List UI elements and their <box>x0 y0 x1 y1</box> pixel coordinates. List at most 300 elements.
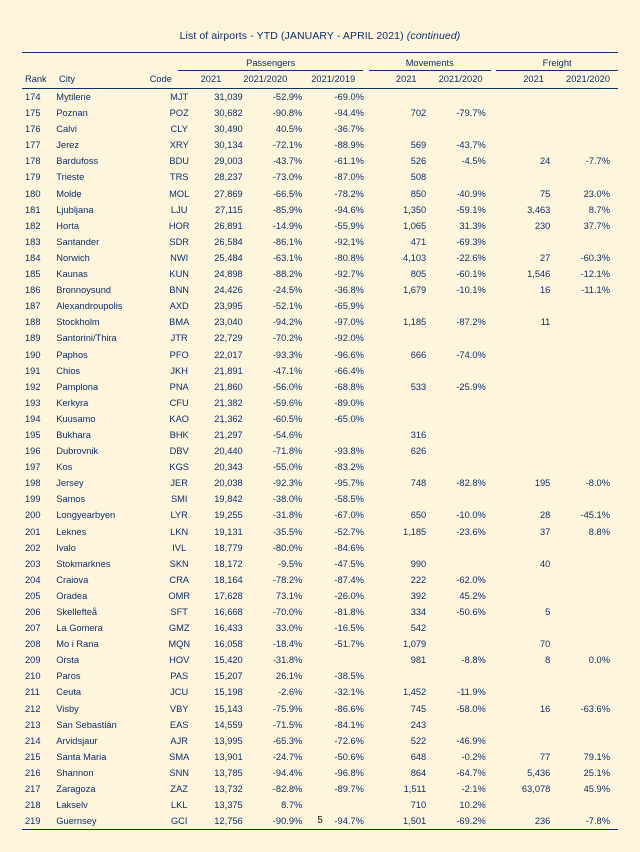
cell-code: PFO <box>169 349 189 360</box>
cell-code: KUN <box>169 269 190 280</box>
cell-rank: 185 <box>25 269 41 280</box>
cell-pax-2021-2019: -65.0% <box>334 413 364 424</box>
cell-mov-2021-2020 <box>432 363 494 379</box>
table-row <box>22 121 618 137</box>
cell-frt-2021-2020 <box>556 105 618 121</box>
cell-pax-2021: 21,891 <box>214 365 243 376</box>
cell-pax-2021-2020: -18.4% <box>272 639 303 650</box>
cell-mov-2021: 222 <box>410 574 427 585</box>
cell-frt-2021: 230 <box>534 220 551 231</box>
cell-city: Skellefteå <box>56 607 98 617</box>
cell-city: Jersey <box>56 478 84 489</box>
cell-code: KAO <box>169 413 190 424</box>
cell-pax-2021-2019: -93.8% <box>334 446 364 457</box>
cell-code: AXD <box>169 301 189 312</box>
table-row <box>22 137 618 153</box>
cell-mov-2021 <box>378 330 433 346</box>
cell-code: BHK <box>169 429 189 440</box>
cell-mov-2021: 522 <box>410 735 427 746</box>
cell-code: SNN <box>169 767 190 778</box>
cell-city: Zaragoza <box>56 784 96 795</box>
cell-frt-2021: 3,463 <box>527 204 551 215</box>
cell-pax-2021-2020: -71.8% <box>272 446 303 457</box>
cell-code: JER <box>170 478 188 489</box>
cell-mov-2021: 1,079 <box>402 639 427 650</box>
column-header-pax-2021-2019: 2021/2019 <box>311 74 356 84</box>
table-row <box>22 153 618 169</box>
cell-pax-2021-2020: -43.7% <box>272 156 303 167</box>
cell-pax-2021-2019: -67.0% <box>334 510 364 521</box>
table-column-header-row <box>22 71 618 89</box>
cell-city: Paphos <box>56 349 88 360</box>
cell-city: Orsta <box>56 655 79 666</box>
cell-mov-2021: 805 <box>410 269 427 280</box>
cell-pax-2021: 19,131 <box>214 526 243 537</box>
table-row <box>22 411 618 427</box>
cell-code: CFU <box>169 397 189 408</box>
cell-rank: 191 <box>25 365 41 376</box>
cell-code: LJU <box>170 204 188 215</box>
cell-frt-2021-2020: 8.8% <box>588 526 610 537</box>
cell-city: Bukhara <box>56 429 91 440</box>
cell-pax-2021-2019 <box>310 797 372 813</box>
cell-pax-2021-2020: -73.0% <box>272 172 303 183</box>
cell-mov-2021: 1,350 <box>402 204 427 215</box>
cell-frt-2021-2020 <box>556 459 618 475</box>
cell-mov-2021-2020 <box>432 717 494 733</box>
cell-frt-2021-2020 <box>556 363 618 379</box>
table-row <box>22 395 618 411</box>
table-row <box>22 459 618 475</box>
cell-frt-2021-2020: -7.8% <box>585 816 610 827</box>
cell-pax-2021: 29,003 <box>214 156 243 167</box>
table-row <box>22 379 618 395</box>
cell-frt-2021-2020: 45.9% <box>583 784 610 795</box>
cell-mov-2021-2020: -87.2% <box>456 317 486 328</box>
cell-mov-2021 <box>378 411 433 427</box>
cell-pax-2021: 13,785 <box>214 767 243 778</box>
cell-rank: 203 <box>25 558 41 569</box>
cell-pax-2021: 15,198 <box>214 687 243 698</box>
column-header-rank: Rank <box>25 73 47 84</box>
column-header-pax-2021-2020: 2021/2020 <box>243 74 288 84</box>
cell-frt-2021 <box>499 330 556 346</box>
cell-frt-2021-2020 <box>556 395 618 411</box>
cell-city: Kerkyra <box>56 397 89 408</box>
cell-mov-2021: 1,679 <box>402 285 427 296</box>
cell-rank: 218 <box>25 800 41 811</box>
cell-pax-2021: 30,134 <box>214 140 243 151</box>
cell-city: Mo i Rana <box>56 639 99 650</box>
cell-rank: 209 <box>25 655 41 666</box>
cell-city: Bardufoss <box>56 156 99 167</box>
cell-mov-2021-2020 <box>432 330 494 346</box>
table-row <box>22 636 618 652</box>
cell-pax-2021: 22,729 <box>214 333 243 344</box>
cell-frt-2021-2020 <box>556 443 618 459</box>
cell-frt-2021 <box>499 234 556 250</box>
cell-code: POZ <box>169 108 189 119</box>
cell-pax-2021-2019: -92.1% <box>334 236 364 247</box>
cell-mov-2021 <box>378 540 433 556</box>
cell-pax-2021-2019: -78.2% <box>334 188 364 199</box>
cell-rank: 180 <box>25 188 41 199</box>
cell-frt-2021-2020 <box>556 684 618 700</box>
table-row <box>22 298 618 314</box>
cell-frt-2021-2020: 79.1% <box>583 751 610 762</box>
cell-rank: 186 <box>25 285 41 296</box>
cell-mov-2021-2020: -58.0% <box>456 703 486 714</box>
cell-frt-2021-2020 <box>556 379 618 395</box>
cell-frt-2021-2020: 23.0% <box>583 188 610 199</box>
cell-pax-2021: 13,375 <box>214 800 243 811</box>
page-title-main: List of airports - YTD (JANUARY - APRIL 2021) <box>179 30 404 42</box>
cell-mov-2021: 508 <box>410 172 427 183</box>
cell-mov-2021-2020: 45.2% <box>459 590 486 601</box>
cell-pax-2021-2019: -50.6% <box>334 751 364 762</box>
cell-mov-2021-2020: -60.1% <box>456 269 486 280</box>
table-row <box>22 330 618 346</box>
cell-city: Arvidsjaur <box>56 735 98 746</box>
cell-pax-2021-2019: -94.7% <box>334 816 364 827</box>
cell-pax-2021-2019: -80.8% <box>334 252 364 263</box>
cell-frt-2021-2020: -45.1% <box>580 510 610 521</box>
cell-pax-2021-2019: -36.8% <box>334 285 364 296</box>
cell-pax-2021-2019: -84.1% <box>334 719 364 730</box>
cell-frt-2021 <box>499 684 556 700</box>
cell-pax-2021: 12,756 <box>214 816 243 827</box>
cell-mov-2021-2020 <box>432 121 494 137</box>
cell-pax-2021-2020: -92.3% <box>272 478 303 489</box>
cell-mov-2021: 745 <box>410 703 427 714</box>
cell-city: Molde <box>56 188 82 199</box>
cell-rank: 179 <box>25 172 41 183</box>
cell-pax-2021: 16,433 <box>214 623 243 634</box>
table-row <box>22 491 618 507</box>
cell-pax-2021-2019: -88.9% <box>334 140 364 151</box>
cell-rank: 177 <box>25 140 41 151</box>
cell-code: SMI <box>170 494 188 505</box>
cell-pax-2021-2019: -86.6% <box>334 703 364 714</box>
cell-code: TRS <box>169 172 189 183</box>
cell-frt-2021-2020 <box>556 572 618 588</box>
table-row <box>22 717 618 733</box>
cell-rank: 178 <box>25 156 41 167</box>
cell-mov-2021-2020 <box>432 395 494 411</box>
cell-rank: 199 <box>25 494 41 505</box>
cell-mov-2021: 864 <box>410 767 427 778</box>
cell-city: La Gomera <box>56 623 103 634</box>
cell-frt-2021 <box>499 137 556 153</box>
column-header-city: City <box>59 73 76 84</box>
page-title-continued: (continued) <box>406 30 461 42</box>
cell-pax-2021-2020: -55.0% <box>272 462 303 473</box>
cell-frt-2021: 236 <box>534 816 551 827</box>
cell-frt-2021-2020 <box>556 330 618 346</box>
cell-pax-2021-2020: -31.8% <box>272 510 303 521</box>
cell-mov-2021 <box>378 89 433 105</box>
table-row <box>22 105 618 121</box>
cell-rank: 206 <box>25 607 41 617</box>
cell-city: Paros <box>56 671 81 682</box>
cell-frt-2021-2020 <box>556 169 618 185</box>
cell-pax-2021: 21,362 <box>214 413 243 424</box>
cell-mov-2021-2020: -46.9% <box>456 735 486 746</box>
table-row <box>22 443 618 459</box>
cell-city: Stokmarknes <box>56 558 111 569</box>
cell-pax-2021-2019: -87.4% <box>334 574 364 585</box>
cell-rank: 181 <box>25 204 41 215</box>
cell-pax-2021-2020: -54.6% <box>272 429 303 440</box>
cell-mov-2021: 1,185 <box>402 526 427 537</box>
cell-frt-2021 <box>499 668 556 684</box>
cell-mov-2021-2020 <box>432 540 494 556</box>
cell-rank: 194 <box>25 413 41 424</box>
cell-pax-2021: 18,172 <box>214 558 243 569</box>
cell-code: HOV <box>169 655 190 666</box>
cell-code: SFT <box>170 607 188 617</box>
cell-frt-2021: 195 <box>534 478 551 489</box>
cell-code: GCI <box>170 816 188 827</box>
table-row <box>22 475 618 491</box>
cell-pax-2021-2020: -65.3% <box>272 735 303 746</box>
cell-frt-2021-2020 <box>556 137 618 153</box>
cell-rank: 190 <box>25 349 41 360</box>
cell-mov-2021: 526 <box>410 156 427 167</box>
cell-pax-2021-2019: -81.8% <box>334 607 364 617</box>
cell-frt-2021 <box>499 620 556 636</box>
airports-table-body <box>22 89 618 829</box>
cell-frt-2021: 24 <box>540 156 551 167</box>
cell-pax-2021: 13,732 <box>214 784 243 795</box>
cell-mov-2021-2020: -79.7% <box>456 108 486 119</box>
cell-mov-2021: 334 <box>410 607 427 617</box>
cell-pax-2021: 24,426 <box>214 285 243 296</box>
cell-pax-2021-2020: -70.2% <box>272 333 303 344</box>
cell-mov-2021-2020 <box>432 556 494 572</box>
table-row <box>22 652 618 668</box>
cell-pax-2021: 15,420 <box>214 655 243 666</box>
cell-city: Oradea <box>56 590 88 601</box>
cell-pax-2021-2020: -70.0% <box>272 607 303 617</box>
cell-mov-2021: 1,452 <box>402 687 427 698</box>
cell-rank: 175 <box>25 108 41 119</box>
cell-rank: 184 <box>25 252 41 263</box>
cell-frt-2021: 5,436 <box>527 767 551 778</box>
cell-frt-2021: 70 <box>540 639 551 650</box>
cell-code: BNN <box>169 285 190 296</box>
cell-rank: 197 <box>25 462 41 473</box>
table-row <box>22 733 618 749</box>
table-row <box>22 427 618 443</box>
cell-pax-2021: 23,040 <box>214 317 243 328</box>
cell-code: XRY <box>169 140 189 151</box>
cell-mov-2021: 748 <box>410 478 427 489</box>
cell-rank: 176 <box>25 124 41 135</box>
cell-pax-2021: 18,779 <box>214 542 243 553</box>
cell-pax-2021-2020: -85.9% <box>272 204 303 215</box>
cell-pax-2021-2019: -51.7% <box>334 639 364 650</box>
cell-pax-2021-2020: -14.9% <box>272 220 303 231</box>
cell-pax-2021: 18,164 <box>214 574 243 585</box>
cell-frt-2021: 8 <box>545 655 551 666</box>
cell-pax-2021: 30,682 <box>214 108 243 119</box>
cell-frt-2021: 63,078 <box>521 784 551 795</box>
cell-code: NWI <box>170 252 189 263</box>
cell-mov-2021-2020: -69.2% <box>456 816 486 827</box>
cell-pax-2021-2019: -89.7% <box>334 784 364 795</box>
cell-mov-2021: 1,501 <box>402 816 427 827</box>
cell-mov-2021 <box>378 298 433 314</box>
column-header-code: Code <box>149 73 172 84</box>
table-row <box>22 701 618 717</box>
cell-frt-2021 <box>499 427 556 443</box>
cell-frt-2021 <box>499 717 556 733</box>
cell-city: Santorini/Thira <box>56 333 117 344</box>
cell-frt-2021-2020 <box>556 604 618 620</box>
cell-city: Mytilene <box>56 92 91 102</box>
cell-mov-2021: 4,103 <box>402 252 427 263</box>
group-header-spacer-code <box>144 53 179 71</box>
cell-pax-2021: 30,490 <box>214 124 243 135</box>
cell-rank: 182 <box>25 220 41 231</box>
cell-pax-2021-2020: 73.1% <box>275 590 303 601</box>
cell-pax-2021-2019: -58.5% <box>334 494 364 505</box>
cell-pax-2021: 13,995 <box>214 735 243 746</box>
cell-pax-2021-2019: -52.7% <box>334 526 364 537</box>
cell-mov-2021-2020: -40.9% <box>456 188 486 199</box>
cell-mov-2021: 1,065 <box>402 220 427 231</box>
table-row <box>22 186 618 202</box>
cell-pax-2021: 16,668 <box>214 607 243 617</box>
cell-pax-2021-2020: -90.8% <box>272 108 303 119</box>
cell-mov-2021-2020: -69.3% <box>456 236 486 247</box>
cell-pax-2021-2019: -96.6% <box>334 349 364 360</box>
cell-pax-2021-2019: -94.6% <box>334 204 364 215</box>
cell-city: Santa Maria <box>56 751 107 762</box>
table-row <box>22 620 618 636</box>
cell-frt-2021-2020: -12.1% <box>580 269 610 280</box>
cell-frt-2021-2020 <box>556 411 618 427</box>
cell-mov-2021: 648 <box>410 751 427 762</box>
airports-table <box>22 53 618 88</box>
cell-mov-2021-2020: -50.6% <box>456 607 486 617</box>
cell-mov-2021-2020: -4.5% <box>461 156 486 167</box>
cell-pax-2021-2019: -95.7% <box>334 478 364 489</box>
cell-pax-2021-2019 <box>310 652 372 668</box>
cell-mov-2021: 650 <box>410 510 427 521</box>
cell-city: Kaunas <box>56 269 88 280</box>
table-row <box>22 89 618 105</box>
cell-frt-2021-2020 <box>556 733 618 749</box>
cell-frt-2021: 28 <box>540 510 551 521</box>
cell-pax-2021-2020: -2.6% <box>278 687 303 698</box>
cell-mov-2021-2020 <box>432 459 494 475</box>
cell-frt-2021-2020: -11.1% <box>581 285 610 296</box>
cell-code: JKH <box>170 365 188 376</box>
cell-mov-2021: 702 <box>410 108 427 119</box>
cell-city: Leknes <box>56 526 87 537</box>
table-row <box>22 218 618 234</box>
cell-pax-2021-2020: -24.5% <box>272 285 303 296</box>
table-head <box>22 53 618 88</box>
cell-mov-2021-2020: -10.0% <box>456 510 486 521</box>
cell-mov-2021: 569 <box>410 140 427 151</box>
cell-city: Dubrovnik <box>56 446 99 457</box>
cell-city: Horta <box>56 220 79 231</box>
table-row <box>22 684 618 700</box>
cell-code: VBY <box>169 703 189 714</box>
cell-mov-2021-2020: -23.6% <box>456 526 486 537</box>
cell-pax-2021: 31,039 <box>214 92 243 102</box>
cell-mov-2021-2020: -74.0% <box>456 349 486 360</box>
cell-rank: 210 <box>25 671 41 682</box>
cell-pax-2021-2019: -96.8% <box>334 767 364 778</box>
cell-pax-2021-2019: -55.9% <box>334 220 364 231</box>
cell-mov-2021-2020: -0.2% <box>461 751 486 762</box>
cell-pax-2021: 21,860 <box>214 381 243 392</box>
cell-rank: 187 <box>25 301 41 312</box>
cell-city: Ceuta <box>56 687 82 698</box>
column-header-frt-2021-2020: 2021/2020 <box>566 74 610 84</box>
cell-frt-2021 <box>499 540 556 556</box>
cell-pax-2021-2020: -9.5% <box>278 558 303 569</box>
cell-code: MQN <box>168 639 191 650</box>
cell-pax-2021: 28,237 <box>214 172 243 183</box>
cell-rank: 200 <box>25 510 41 521</box>
cell-mov-2021-2020: -59.1% <box>456 204 486 215</box>
cell-mov-2021: 542 <box>410 623 427 634</box>
cell-code: DBV <box>169 446 189 457</box>
column-header-pax-2021: 2021 <box>200 74 222 84</box>
cell-pax-2021-2020: -90.9% <box>272 816 303 827</box>
cell-pax-2021-2020: -35.5% <box>272 526 303 537</box>
cell-pax-2021: 20,343 <box>214 462 243 473</box>
cell-pax-2021: 21,297 <box>214 429 243 440</box>
cell-pax-2021: 15,207 <box>214 671 243 682</box>
cell-code: SKN <box>169 558 189 569</box>
cell-frt-2021-2020 <box>556 427 618 443</box>
cell-mov-2021-2020: -82.8% <box>456 478 486 489</box>
cell-mov-2021-2020: -11.9% <box>457 687 486 698</box>
table-group-header-row <box>22 53 618 71</box>
cell-city: Jerez <box>56 140 79 151</box>
cell-frt-2021-2020 <box>556 298 618 314</box>
cell-city: San Sebastián <box>56 719 117 730</box>
page-number: 5 <box>317 815 323 826</box>
cell-rank: 198 <box>25 478 41 489</box>
table-row <box>22 556 618 572</box>
cell-frt-2021: 75 <box>540 188 551 199</box>
cell-frt-2021-2020: -7.7% <box>585 156 610 167</box>
cell-frt-2021 <box>499 121 556 137</box>
cell-rank: 212 <box>25 703 41 714</box>
cell-pax-2021-2019: -68.8% <box>334 381 364 392</box>
cell-frt-2021: 16 <box>540 703 551 714</box>
group-header-freight: Freight <box>496 53 618 71</box>
cell-rank: 183 <box>25 236 41 247</box>
cell-frt-2021 <box>499 169 556 185</box>
cell-mov-2021: 1,511 <box>403 784 427 795</box>
table-row <box>22 540 618 556</box>
cell-city: Poznan <box>56 108 88 119</box>
cell-code: PNA <box>169 381 189 392</box>
cell-code: OMR <box>168 590 191 601</box>
cell-code: KGS <box>169 462 190 473</box>
cell-frt-2021 <box>499 797 556 813</box>
cell-frt-2021 <box>499 459 556 475</box>
cell-frt-2021: 11 <box>540 317 551 328</box>
